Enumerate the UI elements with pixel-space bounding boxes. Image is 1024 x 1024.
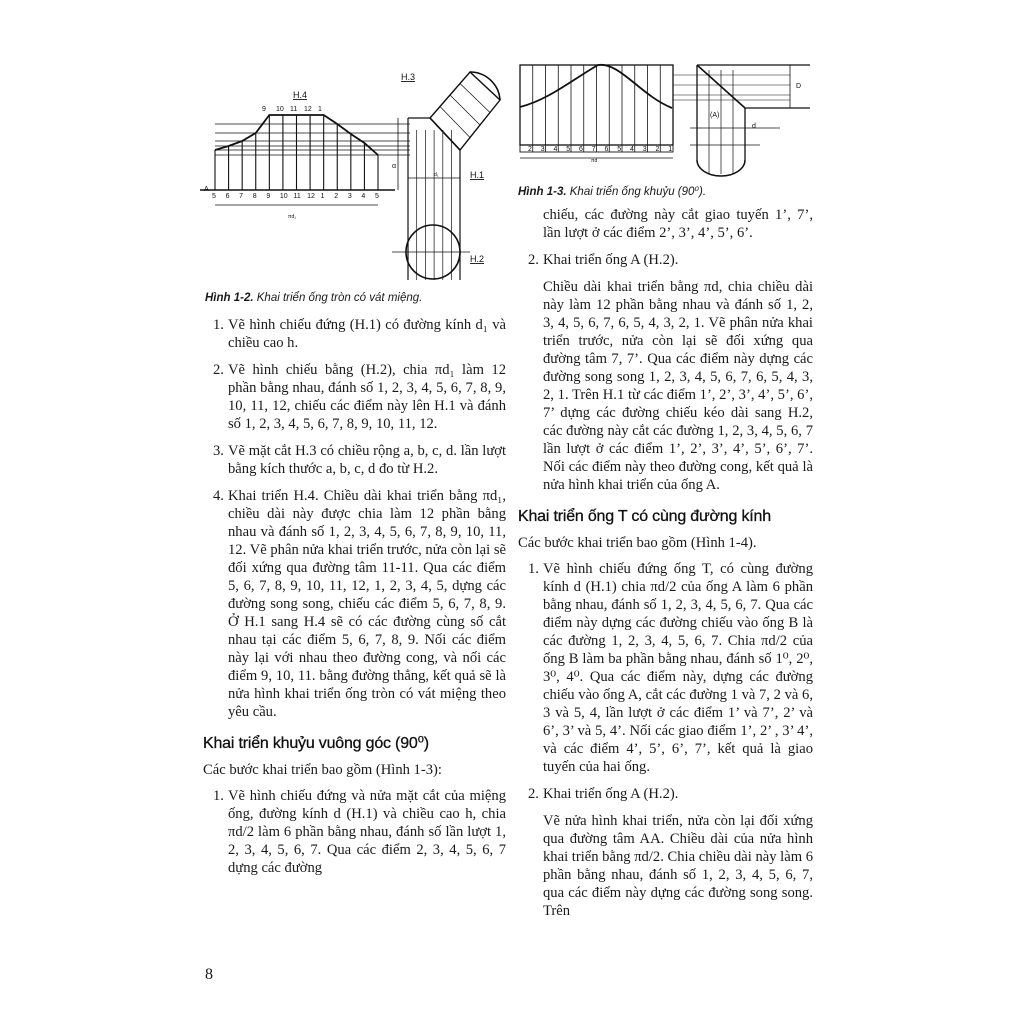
list-item: 2. Khai triển ống A (H.2). <box>528 786 679 802</box>
list-item: 1. Vẽ hình chiếu đứng ống T, có cùng đường kính d (H.1) chia πd/2 của ống A làm 6 phần bằng nhau, đánh số 1, 2, 3, 4, 5, 6, 7. Qua các điểm này dựng các đường chiếu vào ống B là các đường 1, 2, 3, 4, 5, 6, 7. Chia πd/2 của ống B làm ba phần bằng nhau, đánh số 1⁰, 2⁰, 3⁰, 4⁰. Qua các điểm này, dựng các đường chiếu vào ống A, cắt các đường 1 và 7, 2 và 6, 3 và 5, 4, lần lượt ở các điểm 1’ và 7’, 2’ và 6’, 3’ và 5, 4’. Nối các giao điểm 1’, 2’ , 3’ 4’, và các điểm 4’, 5’, 6’, 7’, kết quả là giao tuyến của hai ống. <box>528 561 813 775</box>
label-alpha: α <box>392 163 397 170</box>
figure-number: 10 <box>279 193 288 200</box>
figure-number: 7 <box>239 193 244 200</box>
figure-number: 4 <box>630 146 634 153</box>
figure-number: 6 <box>604 146 609 153</box>
figure-number: 5 <box>212 193 216 200</box>
section-intro: Các bước khai triển bao gồm (Hình 1-3): <box>203 762 442 778</box>
page-number: 8 <box>205 966 213 983</box>
figure-number: 9 <box>266 193 271 200</box>
figure-number: 2 <box>334 193 339 200</box>
label-pid: πd <box>591 158 598 164</box>
label-h4: H.4 <box>293 90 308 100</box>
list-item: 2. Vẽ hình chiếu bằng (H.2), chia πd₁ làm 12 phần bằng nhau, đánh số 1, 2, 3, 4, 5, 6, 7, 8, 9, 10, 11, 12, chiếu các điểm này lên H.1 và đánh số 1, 2, 3, 4, 5, 6, 7, 8, 9, 10, 11, 12. <box>213 362 506 432</box>
paragraph: Vẽ nửa hình khai triển, nửa còn lại đối xứng qua đường tâm AA. Chiều dài của nửa hình khai triển bằng πd/2. Chia chiều dài này làm 6 phần bằng nhau, đánh số 1, 2, 3, 4, 5, 6, 7, qua các điểm này dựng các đường song song. Trên <box>543 813 813 919</box>
figure-number: 5 <box>375 193 379 200</box>
label-D: D <box>796 83 802 90</box>
figure-number: 6 <box>579 146 583 153</box>
figure-number: 1 <box>320 193 325 200</box>
label-h1: H.1 <box>470 170 485 180</box>
figure-number: 3 <box>347 193 352 200</box>
figure-number: 8 <box>252 193 257 200</box>
section-heading: Khai triển khuỷu vuông góc (90⁰) <box>203 735 429 752</box>
list-item: 1. Vẽ hình chiếu đứng (H.1) có đường kính d₁ và chiều cao h. <box>213 317 506 351</box>
label-a: (A) <box>710 112 720 119</box>
figure-number: 2 <box>655 146 660 153</box>
paragraph-continued: chiếu, các đường này cắt giao tuyến 1’, 7’, lần lượt ở các điểm 2’, 3’, 4’, 5’, 6’. <box>543 207 813 241</box>
figure-1-3-drawing <box>0 0 1024 200</box>
list-item: 2. Khai triển ống A (H.2). <box>528 252 679 268</box>
figure-number: 12 <box>304 106 312 113</box>
label-pid1: πd₁ <box>288 214 296 220</box>
section-intro: Các bước khai triển bao gồm (Hình 1-4). <box>518 535 757 551</box>
figure-number: 9 <box>262 106 266 113</box>
figure-number: 2 <box>528 146 532 153</box>
label-h2: H.2 <box>470 254 485 264</box>
label-d1: d₁ <box>434 172 439 178</box>
figure-number: 4 <box>553 146 558 153</box>
figure-number: 11 <box>293 193 301 200</box>
paragraph: Chiều dài khai triển bằng πd, chia chiều dài này làm 12 phần bằng nhau và đánh số 1, 2, 3, 4, 5, 6, 7, 6, 5, 4, 3, 2, 1. Vẽ phân nửa khai triển trước, nửa còn lại sẽ đối xứng qua đường tâm 7, 7’. Qua các điểm này dựng các đường song song 1, 2, 3, 4, 5, 6, 7, 6, 5, 4, 3, 2, 1. Trên H.1 từ các điểm 1’, 2’, 3’, 4’, 5’, 6’, 7’ dựng các đường chiếu kéo dài sang H.2, các đường này cắt các đường 1, 2, 3, 4, 5, 6, 7 lần lượt ở các điểm 1’, 2’, 3’, 4’, 5’, 6’, 7’. Nối các điểm này theo đường cong, kết quả là nửa hình khai triển của ống A. <box>543 279 813 493</box>
figure-number: 3 <box>540 146 545 153</box>
figure-number: 6 <box>225 193 230 200</box>
figure-number: 4 <box>361 193 366 200</box>
development-curve <box>520 65 672 108</box>
label-d: d <box>752 123 756 130</box>
label-h3: H.3 <box>401 72 416 82</box>
list-item: 4. Khai triển H.4. Chiều dài khai triển bằng πd₁, chiều dài này được chia làm 12 phần bằng nhau và đánh số 1, 2, 3, 4, 5, 6, 7, 8, 9, 10, 11, 12. Vẽ phân nửa khai triển trước, nửa còn lại sẽ đối xứng qua đường tâm 11-11. Qua các điểm 5, 6, 7, 8, 9, 10, 11, 12, 1, 2, 3, 4, 5, dựng các đường song song, chiếu các điểm 5, 6, 7, 8, 9. Ở H.1 sang H.4 sẽ có các đường cùng số cắt nhau tại các điểm 5, 6, 7, 8, 9. Nối các điểm này lại với nhau theo đường cong, và nối các điểm 9, 10, 11. bằng đường thẳng, kết quả sẽ là nửa hình khai triển ống tròn có vát miệng theo yêu cầu. <box>213 488 506 720</box>
figure-number: 12 <box>307 193 315 200</box>
label-a: A <box>204 186 209 193</box>
section-heading: Khai triển ống T có cùng đường kính <box>518 508 771 525</box>
figure-1-3-caption: Hình 1-3. Khai triển ống khuỷu (90⁰). <box>518 186 707 198</box>
figure-number: 11 <box>290 106 298 113</box>
list-item: 1. Vẽ hình chiếu đứng và nửa mặt cắt của miệng ống, đường kính d (H.1) và chiều cao h, chia πd/2 làm 6 phần bằng nhau, đánh số lần lượt 1, 2, 3, 4, 5, 6, 7. Qua các điểm 2, 3, 4, 5, 6, 7 dựng các đường <box>213 788 506 876</box>
figure-1-2-caption: Hình 1-2. Khai triển ống tròn có vát miệng. <box>205 292 423 304</box>
right-column <box>518 206 813 929</box>
figure-number: 5 <box>617 146 622 153</box>
figure-number: 3 <box>642 146 647 153</box>
figure-number: 1 <box>318 106 322 113</box>
left-column <box>203 316 506 886</box>
figure-number: 10 <box>276 106 284 113</box>
figure-number: 1 <box>668 146 673 153</box>
list-item: 3. Vẽ mặt cắt H.3 có chiều rộng a, b, c, d. lần lượt bằng kích thước a, b, c, d đo từ H.2. <box>213 443 506 477</box>
figure-number: 5 <box>566 146 571 153</box>
figure-number: 7 <box>591 146 596 153</box>
